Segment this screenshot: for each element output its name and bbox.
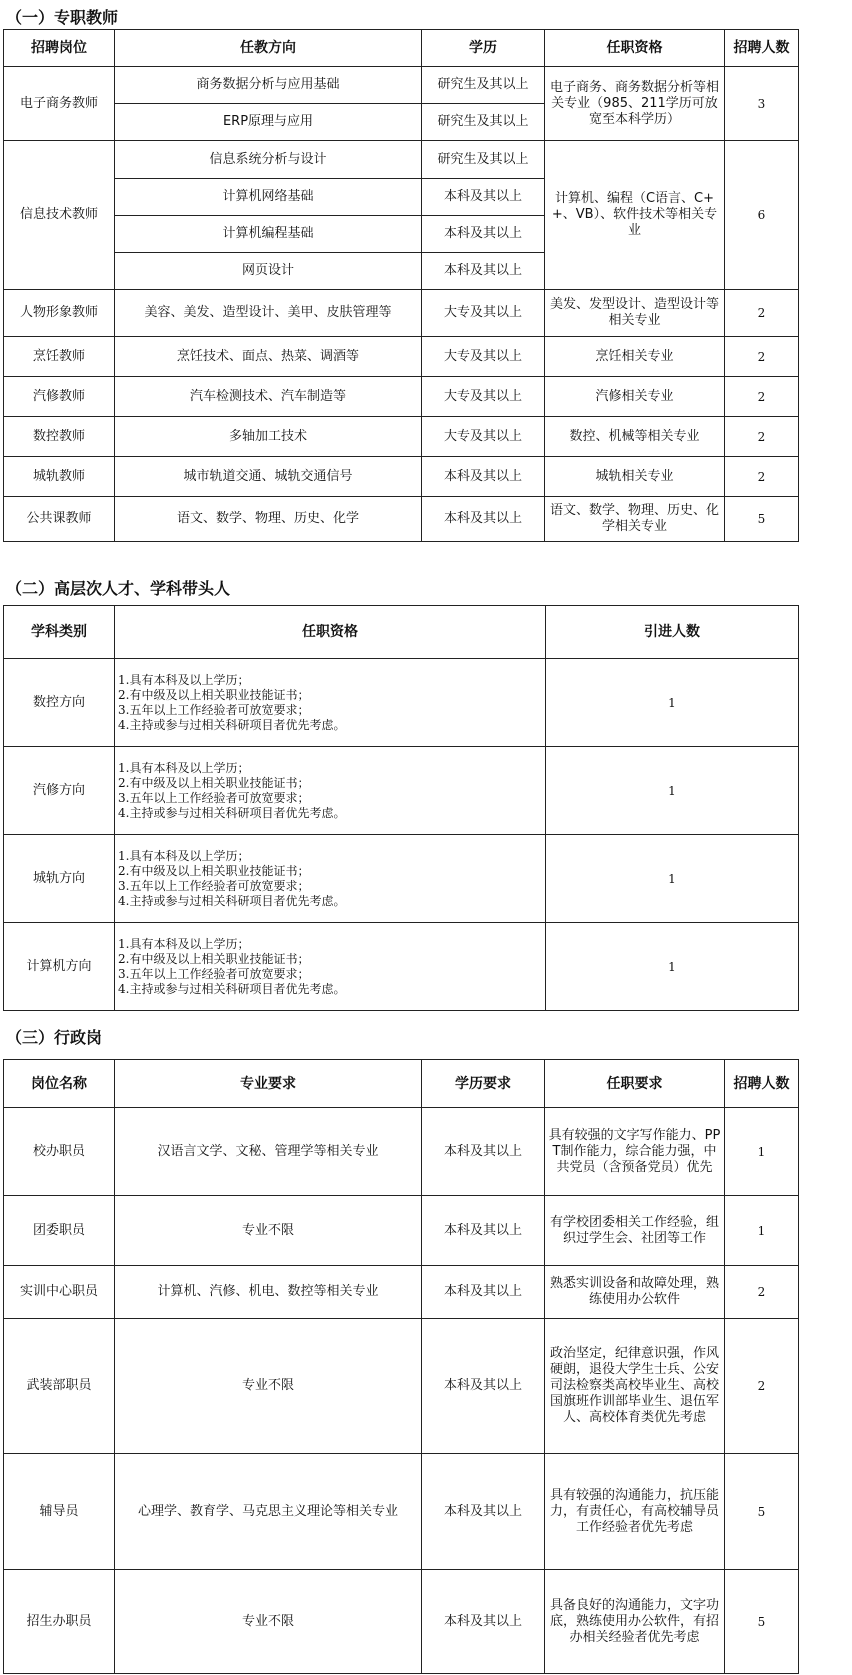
position-cell: 烹饪教师 [4,337,115,377]
talent-table [3,605,799,1011]
requirements-cell: 1.具有本科及以上学历； 2.有中级及以上相关职业技能证书； 3.五年以上工作经验者可放宽要求； 4.主持或参与过相关科研项目者优先考虑。 [115,747,546,835]
qualification-cell: 数控、机械等相关专业 [545,417,725,457]
count-cell: 1 [546,747,799,835]
edu-cell: 本科及其以上 [422,253,545,290]
count-cell: 2 [725,1319,799,1454]
header-cell: 学历 [422,30,545,67]
header-cell: 任职要求 [545,1060,725,1108]
edu-cell: 本科及其以上 [422,1570,545,1674]
header-cell: 任职资格 [545,30,725,67]
header-cell: 任职资格 [115,606,546,659]
count-cell: 1 [725,1108,799,1196]
header-cell: 学历要求 [422,1060,545,1108]
edu-cell: 本科及其以上 [422,1266,545,1319]
position-cell: 辅导员 [4,1454,115,1570]
table-row [4,1319,799,1454]
edu-cell: 大专及其以上 [422,337,545,377]
edu-cell: 本科及其以上 [422,1319,545,1454]
section2-title: （二）高层次人才、学科带头人 [6,579,231,598]
table-row [4,290,799,337]
position-cell: 汽修教师 [4,377,115,417]
count-cell: 5 [725,497,799,542]
direction-cell: 语文、数学、物理、历史、化学 [115,497,422,542]
category-cell: 数控方向 [4,659,115,747]
qualification-cell: 电子商务、商务数据分析等相关专业（985、211学历可放宽至本科学历） [545,67,725,141]
count-cell: 2 [725,377,799,417]
edu-cell: 大专及其以上 [422,417,545,457]
table-header-row [4,1060,799,1108]
count-cell: 2 [725,1266,799,1319]
table-row [4,457,799,497]
edu-cell: 研究生及其以上 [422,67,545,104]
position-cell: 数控教师 [4,417,115,457]
count-cell: 3 [725,67,799,141]
header-cell: 任教方向 [115,30,422,67]
section1-title: （一）专职教师 [6,8,119,27]
count-cell: 6 [725,141,799,290]
table-row [4,67,799,104]
table-row [4,659,799,747]
edu-cell: 本科及其以上 [422,457,545,497]
qualification-cell: 美发、发型设计、造型设计等相关专业 [545,290,725,337]
edu-cell: 本科及其以上 [422,1196,545,1266]
count-cell: 2 [725,290,799,337]
table-row [4,141,799,179]
edu-cell: 大专及其以上 [422,377,545,417]
header-cell: 引进人数 [546,606,799,659]
direction-cell: 美容、美发、造型设计、美甲、皮肤管理等 [115,290,422,337]
position-cell: 电子商务教师 [4,67,115,141]
edu-cell: 本科及其以上 [422,216,545,253]
major-cell: 汉语言文学、文秘、管理学等相关专业 [115,1108,422,1196]
position-cell: 招生办职员 [4,1570,115,1674]
direction-cell: 商务数据分析与应用基础 [115,67,422,104]
count-cell: 1 [546,659,799,747]
table-row [4,1570,799,1674]
qualification-cell: 烹饪相关专业 [545,337,725,377]
major-cell: 专业不限 [115,1196,422,1266]
position-cell: 城轨教师 [4,457,115,497]
direction-cell: 信息系统分析与设计 [115,141,422,179]
table-row [4,923,799,1011]
count-cell: 5 [725,1454,799,1570]
table-row [4,417,799,457]
requirement-cell: 具有较强的文字写作能力、PPT制作能力，综合能力强，中共党员（含预备党员）优先 [545,1108,725,1196]
requirement-cell: 有学校团委相关工作经验，组织过学生会、社团等工作 [545,1196,725,1266]
qualification-cell: 汽修相关专业 [545,377,725,417]
direction-cell: ERP原理与应用 [115,104,422,141]
direction-cell: 汽车检测技术、汽车制造等 [115,377,422,417]
table-row [4,377,799,417]
count-cell: 5 [725,1570,799,1674]
table-row [4,747,799,835]
table-row [4,1266,799,1319]
teachers-table [3,29,799,542]
requirements-cell: 1.具有本科及以上学历； 2.有中级及以上相关职业技能证书； 3.五年以上工作经验者可放宽要求； 4.主持或参与过相关科研项目者优先考虑。 [115,835,546,923]
category-cell: 汽修方向 [4,747,115,835]
edu-cell: 研究生及其以上 [422,104,545,141]
requirement-cell: 政治坚定，纪律意识强，作风硬朗，退役大学生士兵、公安司法检察类高校毕业生、高校国旗班作训部毕业生、退伍军人、高校体育类优先考虑 [545,1319,725,1454]
direction-cell: 城市轨道交通、城轨交通信号 [115,457,422,497]
position-cell: 公共课教师 [4,497,115,542]
header-cell: 招聘人数 [725,1060,799,1108]
header-cell: 招聘人数 [725,30,799,67]
header-cell: 专业要求 [115,1060,422,1108]
table-row [4,497,799,542]
requirements-cell: 1.具有本科及以上学历； 2.有中级及以上相关职业技能证书； 3.五年以上工作经验者可放宽要求； 4.主持或参与过相关科研项目者优先考虑。 [115,659,546,747]
position-cell: 实训中心职员 [4,1266,115,1319]
requirement-cell: 具备良好的沟通能力，文字功底，熟练使用办公软件，有招办相关经验者优先考虑 [545,1570,725,1674]
edu-cell: 本科及其以上 [422,497,545,542]
major-cell: 专业不限 [115,1570,422,1674]
position-cell: 信息技术教师 [4,141,115,290]
category-cell: 计算机方向 [4,923,115,1011]
edu-cell: 本科及其以上 [422,179,545,216]
count-cell: 1 [725,1196,799,1266]
major-cell: 计算机、汽修、机电、数控等相关专业 [115,1266,422,1319]
header-cell: 岗位名称 [4,1060,115,1108]
direction-cell: 网页设计 [115,253,422,290]
table-row [4,1196,799,1266]
direction-cell: 多轴加工技术 [115,417,422,457]
position-cell: 团委职员 [4,1196,115,1266]
count-cell: 2 [725,457,799,497]
qualification-cell: 语文、数学、物理、历史、化学相关专业 [545,497,725,542]
qualification-cell: 计算机、编程（C语言、C++、VB）、软件技术等相关专业 [545,141,725,290]
count-cell: 2 [725,417,799,457]
count-cell: 1 [546,835,799,923]
table-header-row [4,606,799,659]
direction-cell: 烹饪技术、面点、热菜、调酒等 [115,337,422,377]
table-row [4,1454,799,1570]
section3-title: （三）行政岗 [6,1028,103,1047]
requirements-cell: 1.具有本科及以上学历； 2.有中级及以上相关职业技能证书； 3.五年以上工作经验者可放宽要求； 4.主持或参与过相关科研项目者优先考虑。 [115,923,546,1011]
qualification-cell: 城轨相关专业 [545,457,725,497]
direction-cell: 计算机编程基础 [115,216,422,253]
requirement-cell: 具有较强的沟通能力，抗压能力，有责任心，有高校辅导员工作经验者优先考虑 [545,1454,725,1570]
count-cell: 1 [546,923,799,1011]
table-header-row [4,30,799,67]
edu-cell: 本科及其以上 [422,1454,545,1570]
table-row [4,1108,799,1196]
category-cell: 城轨方向 [4,835,115,923]
table-row [4,337,799,377]
major-cell: 心理学、教育学、马克思主义理论等相关专业 [115,1454,422,1570]
edu-cell: 本科及其以上 [422,1108,545,1196]
position-cell: 人物形象教师 [4,290,115,337]
table-row [4,835,799,923]
header-cell: 招聘岗位 [4,30,115,67]
requirement-cell: 熟悉实训设备和故障处理，熟练使用办公软件 [545,1266,725,1319]
edu-cell: 研究生及其以上 [422,141,545,179]
header-cell: 学科类别 [4,606,115,659]
edu-cell: 大专及其以上 [422,290,545,337]
admin-table [3,1059,799,1674]
major-cell: 专业不限 [115,1319,422,1454]
direction-cell: 计算机网络基础 [115,179,422,216]
position-cell: 武装部职员 [4,1319,115,1454]
count-cell: 2 [725,337,799,377]
position-cell: 校办职员 [4,1108,115,1196]
